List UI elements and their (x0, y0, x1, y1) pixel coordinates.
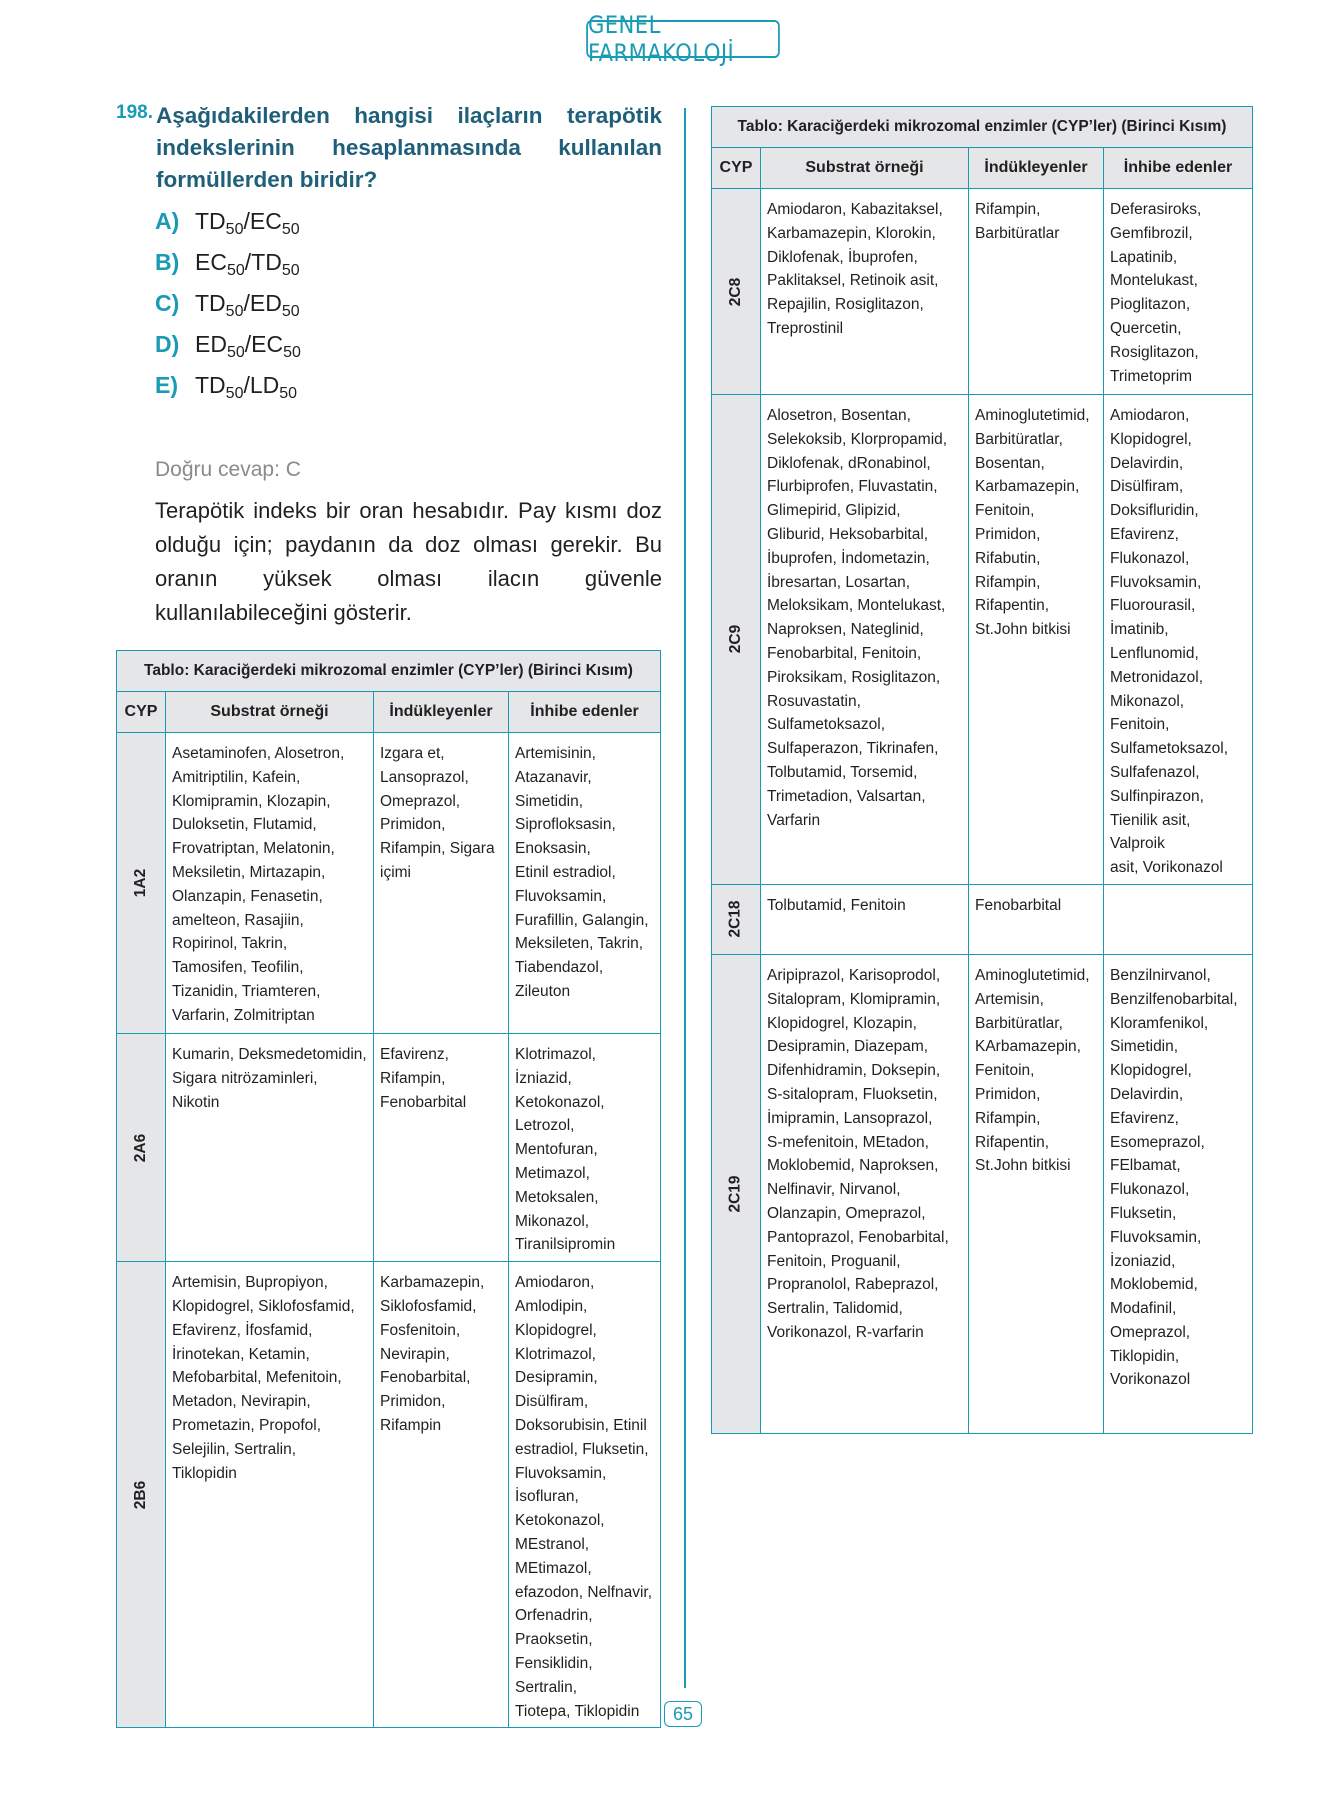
inducer-cell: Fenobarbital (969, 884, 1104, 954)
substrate-cell: Asetaminofen, Alosetron, Amitriptilin, Kafein, Klomipramin, Klozapin, Duloksetin, Flutamid, Frovatriptan, Melatonin, Meksiletin, Mirtazapin, Olanzapin, Fenasetin, amelteon, Rasajiin, Ropirinol, Takrin, Tamosifen, Teofilin, Tizanidin, Triamteren, Varfarin, Zolmitriptan (166, 733, 374, 1034)
table-row (712, 189, 1253, 395)
header-substrate: Substrat örneği (166, 692, 374, 733)
inhibitor-cell: Amiodaron, Amlodipin, Klopidogrel, Klotrimazol, Desipramin, Disülfiram, Doksorubisin, Etinil estradiol, Fluksetin, Fluvoksamin, İsofluran, Ketokonazol, MEstranol, MEtimazol, efazodon, Nelfnavir, Orfenadrin, Praoksetin, Fensiklidin, Sertralin, Tiotepa, Tiklopidin (509, 1262, 661, 1728)
table-row (712, 954, 1253, 1433)
answer-options (155, 208, 301, 413)
inducer-cell: Karbamazepin, Siklofosfamid, Fosfenitoin, Nevirapin, Fenobarbital, Primidon, Rifampin (374, 1262, 509, 1728)
option-letter: E) (155, 372, 178, 398)
table-row (712, 884, 1253, 954)
header-inducers: İndükleyenler (374, 692, 509, 733)
option-letter: D) (155, 331, 180, 357)
inhibitor-cell: Klotrimazol, İzniazid, Ketokonazol, Letrozol, Mentofuran, Metimazol, Metoksalen, Mikonazol, Tiranilsipromin (509, 1034, 661, 1262)
option-formula: $TD_{50}/LD_{50}$ (195, 372, 298, 402)
header-inducers: İndükleyenler (969, 148, 1104, 189)
cyp-label: 2C18 (712, 884, 761, 954)
table-row (117, 1034, 661, 1262)
substrate-cell: Aripiprazol, Karisoprodol, Sitalopram, Klomipramin, Klopidogrel, Klozapin, Desipramin, Diazepam, Difenhidramin, Doksepin, S-sitalopram, Fluoksetin, İmipramin, Lansoprazol, S-mefenitoin, MEtadon, Moklobemid, Naproksen, Nelfinavir, Nirvanol, Olanzapin, Omeprazol, Pantoprazol, Fenobarbital, Fenitoin, Proguanil, Propranolol, Rabeprazol, Sertralin, Talidomid, Vorikonazol, R-varfarin (761, 954, 969, 1433)
cyp-label: 2A6 (117, 1034, 166, 1262)
substrate-cell: Alosetron, Bosentan, Selekoksib, Klorpropamid, Diklofenak, dRonabinol, Flurbiprofen, Fluvastatin, Glimepirid, Glipizid, Gliburid, Heksobarbital, İbuprofen, İndometazin, İbresartan, Losartan, Meloksikam, Montelukast, Naproksen, Nateglinid, Fenobarbital, Fenitoin, Piroksikam, Rosiglitazon, Rosuvastatin, Sulfametoksazol, Sulfaperazon, Tikrinafen, Tolbutamid, Torsemid, Trimetadion, Valsartan, Varfarin (761, 395, 969, 885)
inhibitor-cell: Deferasiroks, Gemfibrozil, Lapatinib, Montelukast, Pioglitazon, Quercetin, Rosiglitazon, Trimetoprim (1104, 189, 1253, 395)
column-divider (684, 108, 686, 1688)
inducer-cell: Aminoglutetimid, Artemisin, Barbitüratlar, KArbamazepin, Fenitoin, Primidon, Rifampin, Rifapentin, St.John bitkisi (969, 954, 1104, 1433)
chapter-title-text: GENEL FARMAKOLOJİ (587, 11, 735, 67)
option-formula: $ED_{50}/EC_{50}$ (195, 331, 301, 361)
table-caption: Tablo: Karaciğerdeki mikrozomal enzimler (CYP’ler) (Birinci Kısım) (117, 651, 661, 692)
cyp-label: 2B6 (117, 1262, 166, 1728)
cyp-table-left (116, 650, 661, 1728)
inhibitor-cell: Benzilnirvanol, Benzilfenobarbital, Kloramfenikol, Simetidin, Klopidogrel, Delavirdin, Efavirenz, Esomeprazol, FElbamat, Flukonazol, Fluksetin, Fluvoksamin, İzoniazid, Moklobemid, Modafinil, Omeprazol, Tiklopidin, Vorikonazol (1104, 954, 1253, 1433)
substrate-cell: Amiodaron, Kabazitaksel, Karbamazepin, Klorokin, Diklofenak, İbuprofen, Paklitaksel, Retinoik asit, Repajilin, Rosiglitazon, Treprostinil (761, 189, 969, 395)
page-number (664, 1701, 702, 1727)
cyp-label: 2C9 (712, 395, 761, 885)
table-caption: Tablo: Karaciğerdeki mikrozomal enzimler (CYP’ler) (Birinci Kısım) (712, 107, 1253, 148)
option-letter: A) (155, 208, 180, 234)
explanation-text: Terapötik indeks bir oran hesabıdır. Pay kısmı doz olduğu için; paydanın da doz olması gerekir. Bu oranın yüksek olması ilacın güvenle kullanılabileceğini gösterir. (155, 498, 662, 625)
question-block (116, 100, 662, 196)
header-cyp: CYP (117, 692, 166, 733)
option-formula: $TD_{50}/ED_{50}$ (195, 290, 300, 320)
option-formula: $EC_{50}/TD_{50}$ (195, 249, 300, 279)
option-letter: B) (155, 249, 180, 275)
option-b (155, 249, 301, 290)
page-number-text: 65 (672, 1703, 694, 1724)
table-row (117, 1262, 661, 1728)
substrate-cell: Artemisin, Bupropiyon, Klopidogrel, Siklofosfamid, Efavirenz, İfosfamid, İrinotekan, Ketamin, Mefobarbital, Mefenitoin, Metadon, Nevirapin, Prometazin, Propofol, Selejilin, Sertralin, Tiklopidin (166, 1262, 374, 1728)
option-a (155, 208, 301, 249)
inhibitor-cell: Amiodaron, Klopidogrel, Delavirdin, Disülfiram, Doksifluridin, Efavirenz, Flukonazol, Fluvoksamin, Fluorourasil, İmatinib, Lenflunomid, Metronidazol, Mikonazol, Fenitoin, Sulfametoksazol, Sulfafenazol, Sulfinpirazon, Tienilik asit, Valproik asit, Vorikonazol (1104, 395, 1253, 885)
table-row (712, 395, 1253, 885)
option-formula: $TD_{50}/EC_{50}$ (195, 208, 300, 238)
inhibitor-cell: Artemisinin, Atazanavir, Simetidin, Siprofloksasin, Enoksasin, Etinil estradiol, Fluvoksamin, Furafillin, Galangin, Meksileten, Takrin, Tiabendazol, Zileuton (509, 733, 661, 1034)
header-cyp: CYP (712, 148, 761, 189)
header-inhibitors: İnhibe edenler (509, 692, 661, 733)
correct-answer: Doğru cevap: C (155, 458, 301, 481)
inducer-cell: Efavirenz, Rifampin, Fenobarbital (374, 1034, 509, 1262)
table-row (117, 733, 661, 1034)
substrate-cell: Tolbutamid, Fenitoin (761, 884, 969, 954)
inhibitor-cell (1104, 884, 1253, 954)
question-text: Aşağıdakilerden hangisi ilaçların terapötik indekslerinin hesaplanmasında kullanılan formüllerden biridir? (156, 103, 662, 192)
option-c (155, 290, 301, 331)
inducer-cell: Izgara et, Lansoprazol, Omeprazol, Primidon, Rifampin, Sigara içimi (374, 733, 509, 1034)
inducer-cell: Rifampin, Barbitüratlar (969, 189, 1104, 395)
chapter-title (586, 11, 780, 67)
header-inhibitors: İnhibe edenler (1104, 148, 1253, 189)
cyp-table-right (711, 106, 1253, 1434)
option-letter: C) (155, 290, 180, 316)
option-e (155, 372, 301, 413)
header-substrate: Substrat örneği (761, 148, 969, 189)
cyp-label: 1A2 (117, 733, 166, 1034)
cyp-label: 2C8 (712, 189, 761, 395)
option-d (155, 331, 301, 372)
question-number: 198. (116, 102, 153, 123)
inducer-cell: Aminoglutetimid, Barbitüratlar, Bosentan, Karbamazepin, Fenitoin, Primidon, Rifabutin, Rifampin, Rifapentin, St.John bitkisi (969, 395, 1104, 885)
cyp-label: 2C19 (712, 954, 761, 1433)
substrate-cell: Kumarin, Deksmedetomidin, Sigara nitrözaminleri, Nikotin (166, 1034, 374, 1262)
